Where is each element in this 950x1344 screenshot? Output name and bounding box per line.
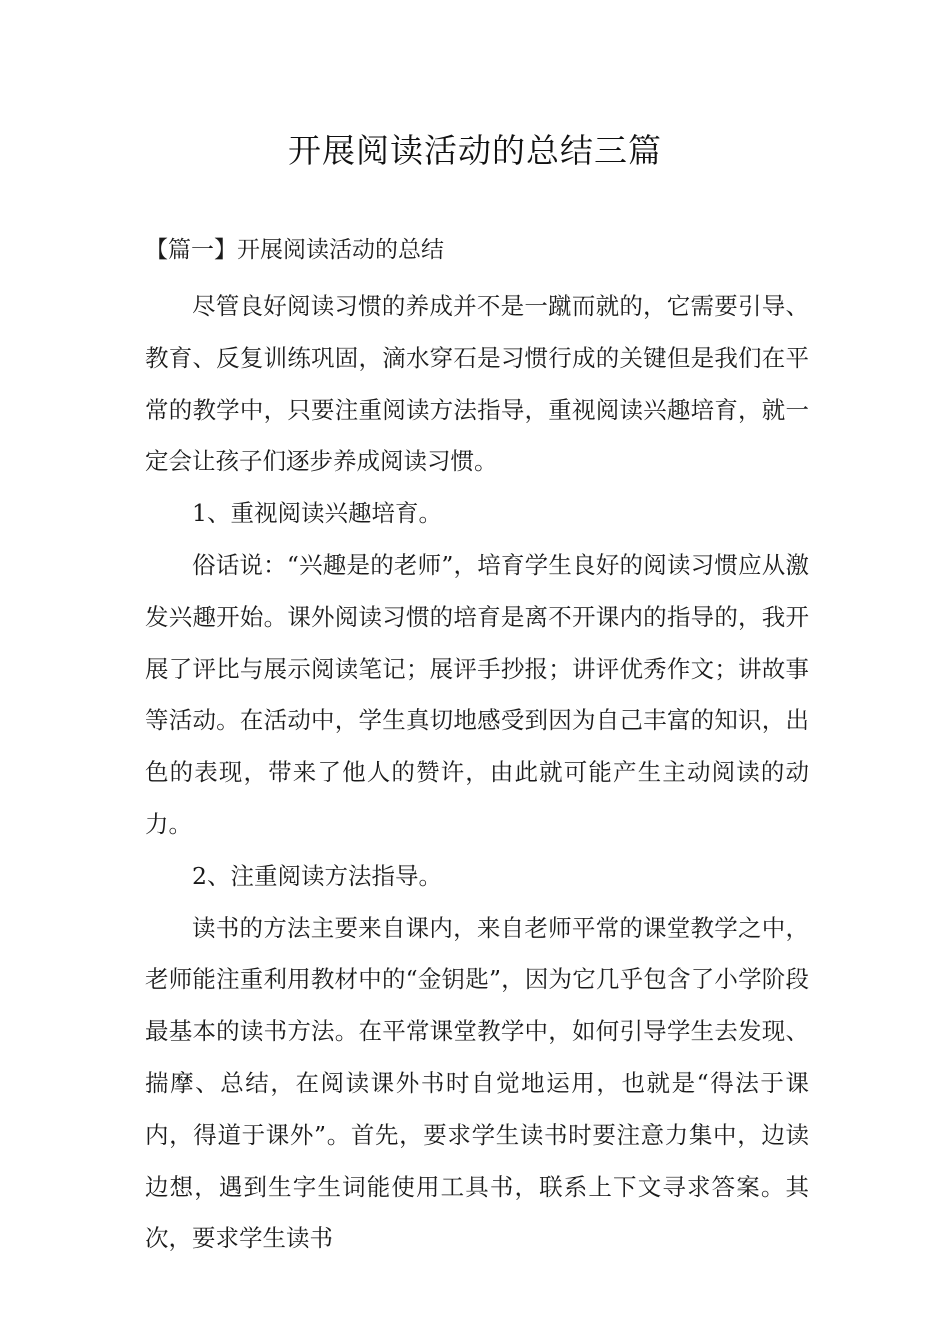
paragraph-intro: 尽管良好阅读习惯的养成并不是一蹴而就的，它需要引导、教育、反复训练巩固，滴水穿石是习惯行成的关键但是我们在平常的教学中，只要注重阅读方法指导，重视阅读兴趣培育，就一定会让孩子们逐步养成阅读习惯。 [145,292,809,476]
paragraph-point-1-heading: 1、重视阅读兴趣培育。 [192,499,442,528]
paragraph-point-2-heading: 2、注重阅读方法指导。 [192,861,442,890]
document-body [145,281,809,1265]
section-heading: 【篇一】开展阅读活动的总结 [145,237,444,263]
document-title: 开展阅读活动的总结三篇 [288,131,662,170]
paragraph-point-1-body: 俗话说：“兴趣是的老师”，培育学生良好的阅读习惯应从激发兴趣开始。课外阅读习惯的培育是离不开课内的指导的，我开展了评比与展示阅读笔记；展评手抄报；讲评优秀作文；讲故事等活动。在活动中，学生真切地感受到因为自己丰富的知识，出色的表现，带来了他人的赞许，由此就可能产生主动阅读的动力。 [145,550,809,838]
paragraph-point-2-body: 读书的方法主要来自课内，来自老师平常的课堂教学之中，老师能注重利用教材中的“金钥匙”，因为它几乎包含了小学阶段最基本的读书方法。在平常课堂教学中，如何引导学生去发现、揣摩、总结，在阅读课外书时自觉地运用，也就是“得法于课内，得道于课外”。首先，要求学生读书时要注意力集中，边读边想，遇到生字生词能使用工具书，联系上下文寻求答案。其次，要求学生读书 [145,913,809,1253]
